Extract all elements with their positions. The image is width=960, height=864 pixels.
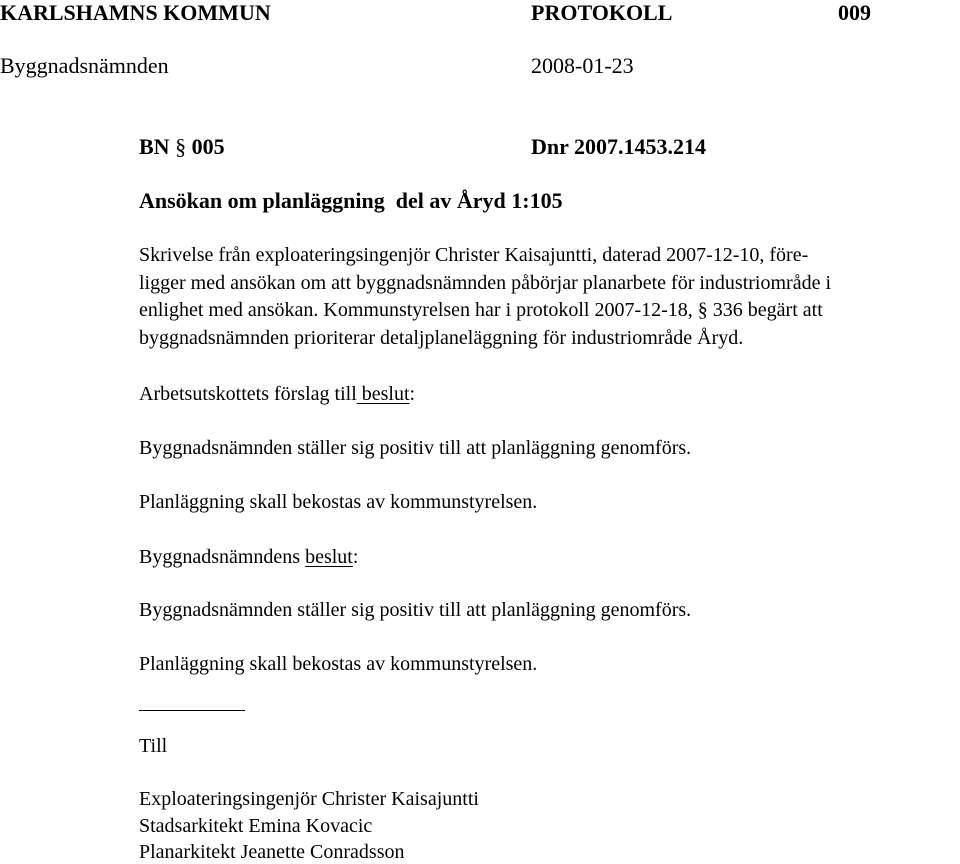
proposal-line-2: Planläggning skall bekostas av kommunstyrelsen. <box>139 491 538 513</box>
intro-line-4: byggnadsnämnden prioriterar detaljplaneläggning för industriområde Åryd. <box>139 327 744 349</box>
proposal-line-1: Byggnadsnämnden ställer sig positiv till att planläggning genomförs. <box>139 437 692 459</box>
bn-label: BN <box>139 134 170 159</box>
proposal-heading <box>139 382 415 406</box>
case-title: Ansökan om planläggning del av Åryd 1:105 <box>139 188 563 213</box>
proposal-heading-prefix: Arbetsutskottets förslag till <box>139 383 357 405</box>
decision-line-2: Planläggning skall bekostas av kommunstyrelsen. <box>139 653 538 675</box>
case-reference <box>139 134 225 160</box>
intro-line-1: Skrivelse från exploateringsingenjör Christer Kaisajuntti, daterad 2007-12-10, före- <box>139 244 809 266</box>
proposal-heading-suffix: : <box>409 383 416 405</box>
decision-heading-suffix: : <box>352 546 359 568</box>
recipient-1: Exploateringsingenjör Christer Kaisajuntti <box>139 788 479 810</box>
page-number: 009 <box>838 0 871 25</box>
bn-number: 005 <box>191 134 225 159</box>
recipient-3: Planarkitekt Jeanette Conradsson <box>139 841 405 863</box>
separator-line <box>139 710 245 711</box>
dnr-number: Dnr 2007.1453.214 <box>531 134 706 159</box>
meeting-date: 2008-01-23 <box>531 53 634 78</box>
decision-line-1: Byggnadsnämnden ställer sig positiv till att planläggning genomförs. <box>139 599 692 621</box>
document-type: PROTOKOLL <box>531 0 673 25</box>
distribution-label: Till <box>139 735 168 757</box>
municipality-name: KARLSHAMNS KOMMUN <box>0 0 271 25</box>
proposal-heading-underlined: beslut <box>356 383 410 405</box>
decision-heading-underlined: beslut <box>305 546 353 568</box>
committee-name: Byggnadsnämnden <box>0 53 169 78</box>
decision-heading-prefix: Byggnadsnämndens <box>139 546 306 568</box>
intro-line-2: ligger med ansökan om att byggnadsnämnden påbörjar planarbete för industriområde i <box>139 272 832 294</box>
section-sign: § <box>175 134 187 159</box>
decision-heading <box>139 545 358 569</box>
recipient-2: Stadsarkitekt Emina Kovacic <box>139 815 373 837</box>
intro-line-3: enlighet med ansökan. Kommunstyrelsen har i protokoll 2007-12-18, § 336 begärt att <box>139 299 823 321</box>
